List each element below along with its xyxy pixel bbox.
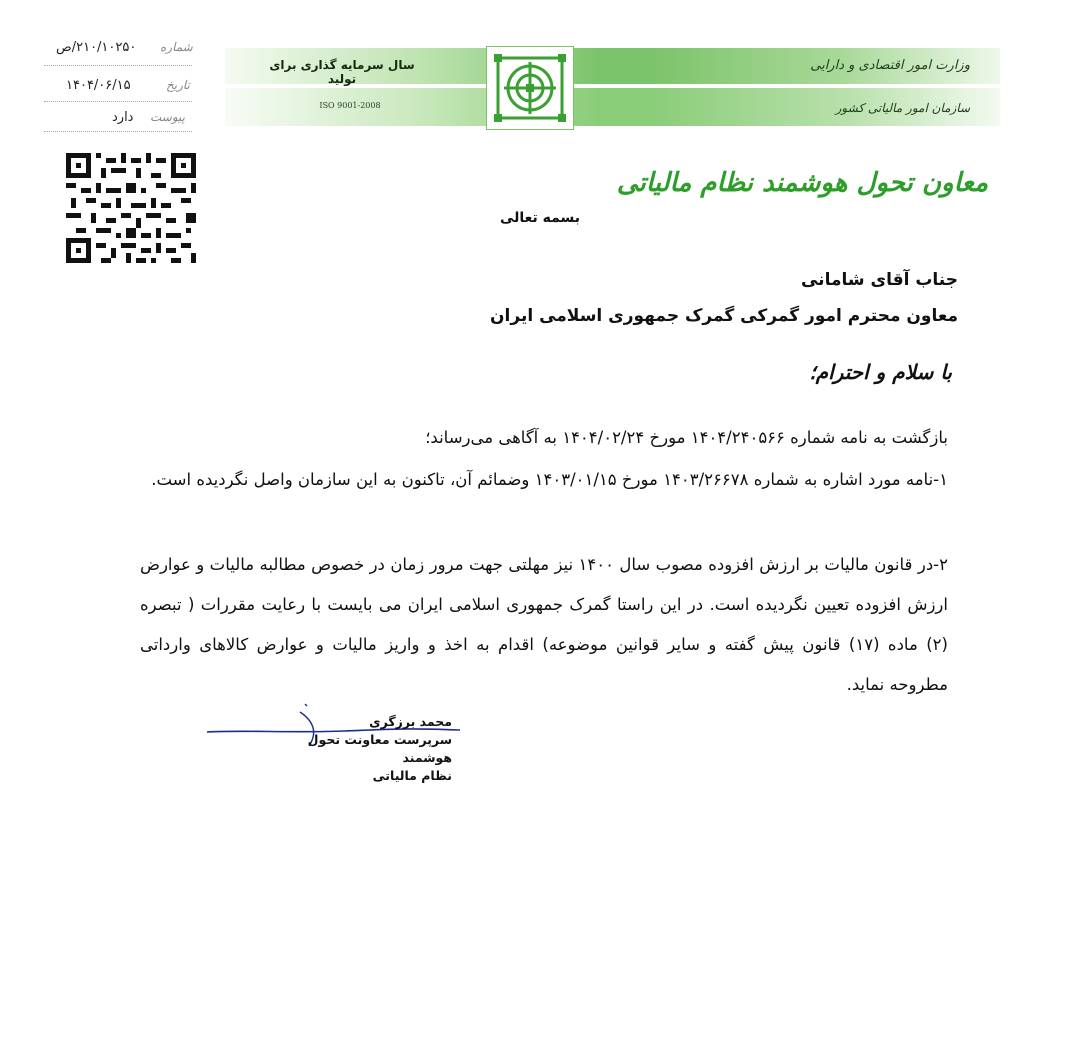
attachment-value: دارد <box>112 110 134 125</box>
date-label: تاریخ <box>166 78 190 92</box>
emblem-icon <box>492 52 568 124</box>
signatory-position-line2: نظام مالیاتی <box>372 768 452 783</box>
qr-code-icon <box>66 153 196 263</box>
date-value: ۱۴۰۴/۰۶/۱۵ <box>66 78 131 93</box>
iso-certification: ISO 9001-2008 <box>319 101 381 110</box>
invocation: بسمه تعالی <box>499 210 581 226</box>
department-title: معاون تحول هوشمند نظام مالیاتی <box>616 168 988 198</box>
greeting: با سلام و احترام؛ <box>809 360 952 384</box>
signatory-position: سرپرست معاونت تحول هوشمند <box>307 732 452 765</box>
ministry-name: وزارت امور اقتصادی و دارایی <box>810 58 970 73</box>
body-paragraph: ۲-در قانون مالیات بر ارزش افزوده مصوب سال ۱۴۰۰ نیز مهلتی جهت مرور زمان در خصوص مطالبه مالیات و عوارض ارزش افزوده تعیین نگردیده است. در این راستا گمرک جمهوری اسلامی ایران می بایست با رعایت مقررات ( تبصره (۲) ماده (۱۷) قانون پیش گفته و سایر قوانین موضوعه) اقدام به اخذ و واریز مالیات و عوارض کالاهای وارداتی مطروحه نماید. <box>140 555 948 694</box>
number-label: شماره <box>160 40 193 54</box>
year-slogan: سال سرمایه گذاری برای تولید <box>269 58 415 86</box>
signatory-name: محمد برزگری <box>369 714 452 729</box>
body-paragraph: بازگشت به نامه شماره ۱۴۰۴/۲۴۰۵۶۶ مورخ ۱۴۰۴/۰۲/۲۴ به آگاهی می‌رساند؛ <box>425 428 948 447</box>
recipient-title: معاون محترم امور گمرکی گمرک جمهوری اسلامی ایران <box>490 306 958 326</box>
tax-organization-emblem <box>486 46 574 130</box>
recipient-name: جناب آقای شامانی <box>800 270 958 290</box>
organization-name: سازمان امور مالیاتی کشور <box>835 101 970 115</box>
body-paragraph: ۱-نامه مورد اشاره به شماره ۱۴۰۳/۲۶۶۷۸ مورخ ۱۴۰۳/۰۱/۱۵ وضمائم آن، تاکنون به این سازمان واصل نگردیده است. <box>151 470 948 489</box>
number-value: ۲۱۰/۱۰۲۵۰/ص <box>56 40 137 55</box>
attachment-label: پیوست <box>150 110 185 124</box>
signature-block <box>262 713 452 785</box>
